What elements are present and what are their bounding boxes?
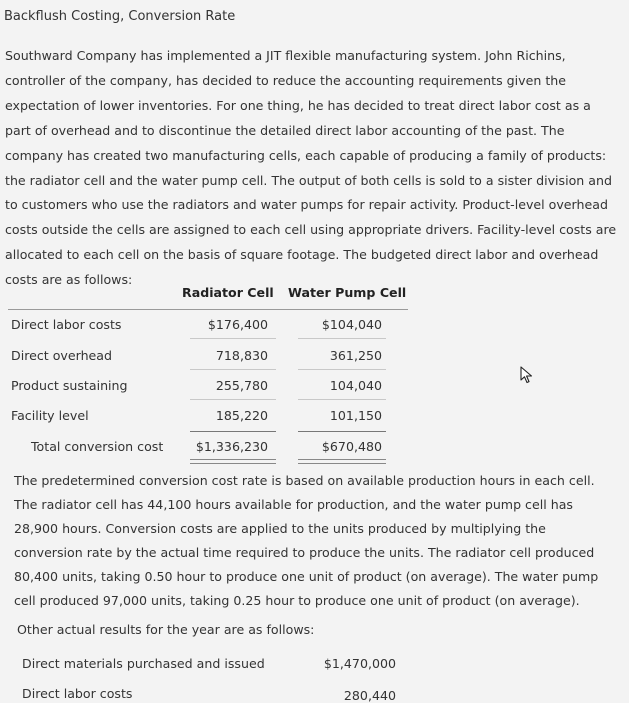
actual-results-intro: Other actual results for the year are as follows: [17, 622, 315, 637]
radiator-facility-level: 185,220 [215, 408, 268, 423]
cell-underline [298, 316, 386, 339]
row-label-direct-materials: Direct materials purchased and issued [22, 656, 265, 671]
radiator-product-sustaining: 255,780 [215, 378, 268, 393]
row-label-actual-direct-labor: Direct labor costs [22, 686, 133, 701]
pump-product-sustaining: 104,040 [329, 378, 382, 393]
cell-underline [190, 316, 276, 339]
row-label-product-sustaining: Product sustaining [11, 378, 128, 393]
cell-underline [298, 377, 386, 400]
pump-total: $670,480 [321, 439, 382, 454]
subtotal-rule [190, 431, 276, 432]
radiator-direct-labor: $176,400 [207, 317, 268, 332]
total-double-rule [190, 459, 276, 464]
row-label-total-conversion-cost: Total conversion cost [31, 439, 164, 454]
row-label-facility-level: Facility level [11, 408, 89, 423]
row-label-direct-labor: Direct labor costs [11, 317, 122, 332]
cell-underline [190, 377, 276, 400]
subtotal-rule [298, 431, 386, 432]
cell-underline [298, 347, 386, 370]
mouse-pointer-icon [520, 366, 534, 384]
pump-direct-overhead: 361,250 [329, 348, 382, 363]
radiator-total: $1,336,230 [195, 439, 268, 454]
header-water-pump-cell: Water Pump Cell [288, 285, 407, 300]
cell-underline [190, 347, 276, 370]
table-top-rule [8, 309, 408, 310]
intro-paragraph: Southward Company has implemented a JIT flexible manufacturing system. John Richins, controller of the company, has decided to reduce the accounting requirements given the expectation of lower inventories. For one thing, he has decided to treat direct labor cost as a part of overhead and to discontinue the detailed direct labor accounting of the past. The company has created two manufacturing cells, each capable of producing a family of products: the radiator cell and the water pump cell. The output of both cells is sold to a sister division and to customers who use the radiators and water pumps for repair activity. Product-level overhead costs outside the cells are assigned to each cell using appropriate drivers. Facility-level costs are allocated to each cell on the basis of square footage. The budgeted direct labor and overhead costs are as follows: [5, 48, 617, 288]
conversion-rate-paragraph: The predetermined conversion cost rate is based on available production hours in each cell. The radiator cell has 44,100 hours available for production, and the water pump cell has 28,900 hours. Conversion costs are applied to the units produced by multiplying the conversion rate by the actual time required to produce the units. The radiator cell produced 80,400 units, taking 0.50 hour to produce one unit of product (on average). The water pump cell produced 97,000 units, taking 0.25 hour to produce one unit of product (on average). [14, 473, 599, 608]
row-label-direct-overhead: Direct overhead [11, 348, 113, 363]
header-radiator-cell: Radiator Cell [182, 285, 274, 300]
page-title: Backflush Costing, Conversion Rate [4, 9, 236, 24]
radiator-direct-overhead: 718,830 [215, 348, 268, 363]
total-double-rule [298, 459, 386, 464]
direct-materials-value: $1,470,000 [323, 656, 396, 671]
actual-direct-labor-value: 280,440 [343, 688, 396, 703]
pump-facility-level: 101,150 [329, 408, 382, 423]
pump-direct-labor: $104,040 [321, 317, 382, 332]
